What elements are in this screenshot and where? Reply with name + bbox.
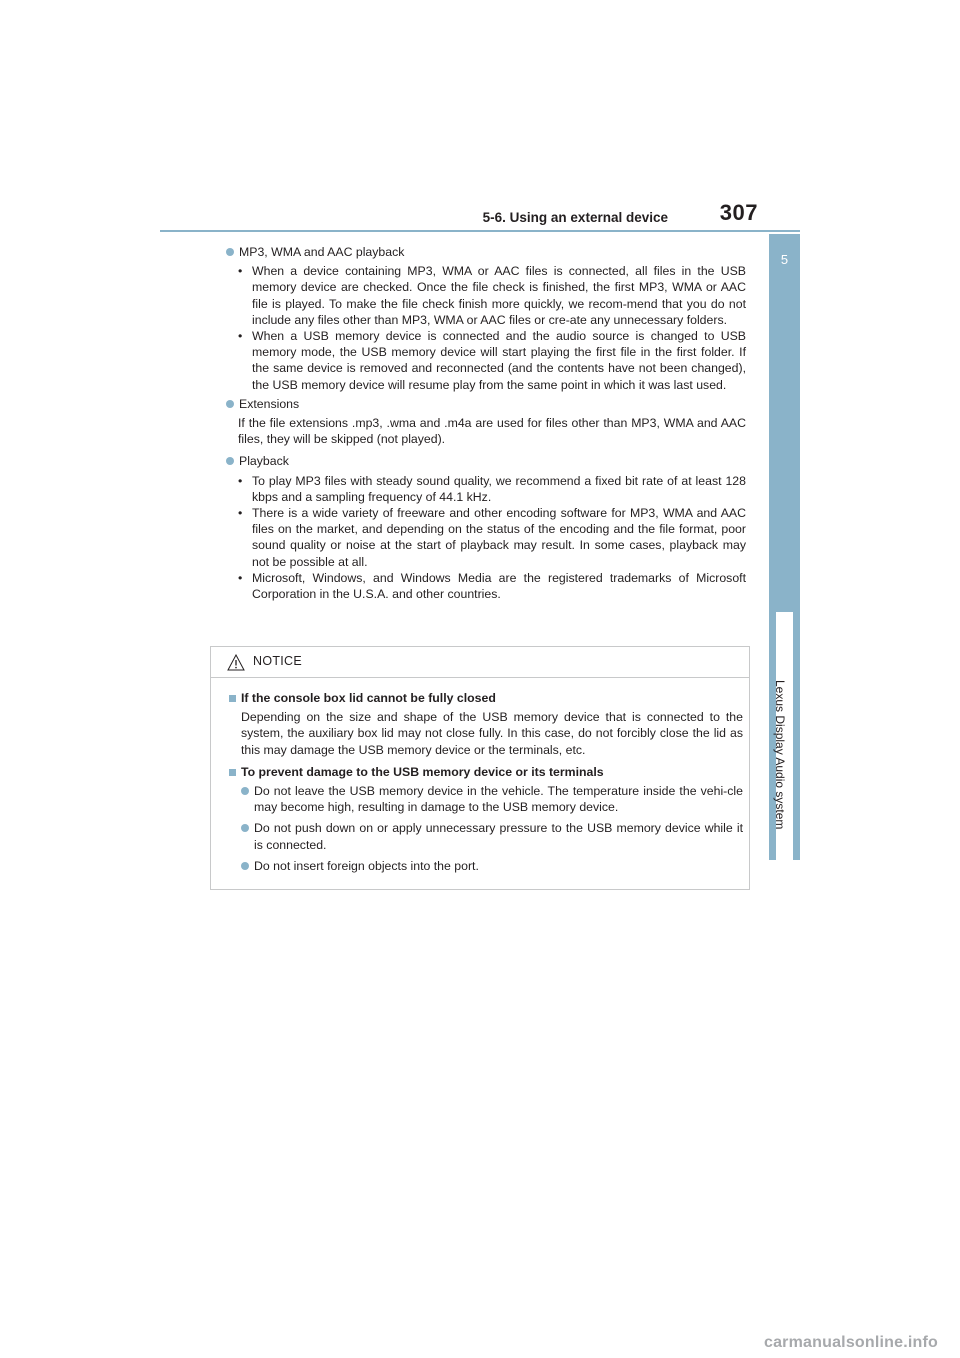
notice-section-title: If the console box lid cannot be fully closed <box>241 691 496 705</box>
square-bullet-icon <box>229 769 236 776</box>
bullet-dot-icon <box>226 457 234 465</box>
page-number: 307 <box>719 200 758 225</box>
topic-title: Extensions <box>239 396 300 411</box>
bullet-dot-icon <box>226 400 234 408</box>
chapter-number: 5 <box>780 252 789 267</box>
list-item: • When a device containing MP3, WMA or AAC files is connected, all files in the USB memory device are checked. Once the file check is finished, the first MP3, WMA or AAC file is played. To make the file check finish more quickly, we recom-mend that you do not include any files other than MP3, WMA or AAC files or cre-ate any unnecessary folders. <box>238 264 746 327</box>
notice-section-text: Depending on the size and shape of the USB memory device that is connected to the system, the auxiliary box lid may not close fully. In this case, do not forcibly close the lid as this may damage the USB memory device or the terminals, etc. <box>241 710 743 757</box>
topic-text: If the file extensions .mp3, .wma and .m4a are used for files other than MP3, WMA and AAC files, they will be skipped (not played). <box>238 416 746 447</box>
warning-triangle-icon <box>227 654 245 671</box>
main-content <box>226 244 746 605</box>
bullet-dot-icon <box>241 787 249 795</box>
list-item: • To play MP3 files with steady sound quality, we recommend a fixed bit rate of at least 128 kbps and a sampling frequency of 44.1 kHz. <box>238 473 746 504</box>
notice-section <box>229 690 743 758</box>
list-item: Do not leave the USB memory device in the vehicle. The temperature inside the vehi-cle may become high, resulting in damage to the USB memory device. <box>241 783 743 815</box>
topic-mp3-playback <box>226 244 746 393</box>
list-item: • Microsoft, Windows, and Windows Media are the registered trademarks of Microsoft Corporation in the U.S.A. and other countries. <box>238 570 746 602</box>
notice-section <box>229 764 743 874</box>
list-item: Do not push down on or apply unnecessary pressure to the USB memory device while it is connected. <box>241 820 743 852</box>
list-item: • There is a wide variety of freeware and other encoding software for MP3, WMA and AAC files on the market, and depending on the status of the encoding and the file format, poor sound quality or noise at the start of playback may result. In some cases, playback may not be possible at all. <box>238 506 746 569</box>
chapter-label: Lexus Display Audio system <box>773 680 787 830</box>
bullet-dot-icon <box>226 248 234 256</box>
list-item: • When a USB memory device is connected and the audio source is changed to USB memory mode, the USB memory device will start playing the first file in the first folder. If the same device is removed and reconnected (and the contents have not been changed), the USB memory device will resume play from the same point in which it was last used. <box>238 329 746 392</box>
notice-title: NOTICE <box>253 654 303 668</box>
list-item: Do not insert foreign objects into the port. <box>241 858 743 874</box>
topic-title: Playback <box>239 454 289 469</box>
topic-title: MP3, WMA and AAC playback <box>239 245 405 259</box>
bullet-dot-icon <box>241 862 249 870</box>
notice-header <box>211 647 749 678</box>
square-bullet-icon <box>229 695 236 702</box>
section-title: 5-6. Using an external device <box>482 210 668 225</box>
watermark: carmanualsonline.info <box>763 1334 938 1351</box>
notice-box <box>210 646 750 890</box>
topic-extensions <box>226 396 746 448</box>
topic-playback <box>226 453 746 602</box>
header-divider <box>160 230 800 232</box>
notice-section-title: To prevent damage to the USB memory device or its terminals <box>241 764 604 779</box>
page-header <box>160 200 800 232</box>
bullet-dot-icon <box>241 824 249 832</box>
